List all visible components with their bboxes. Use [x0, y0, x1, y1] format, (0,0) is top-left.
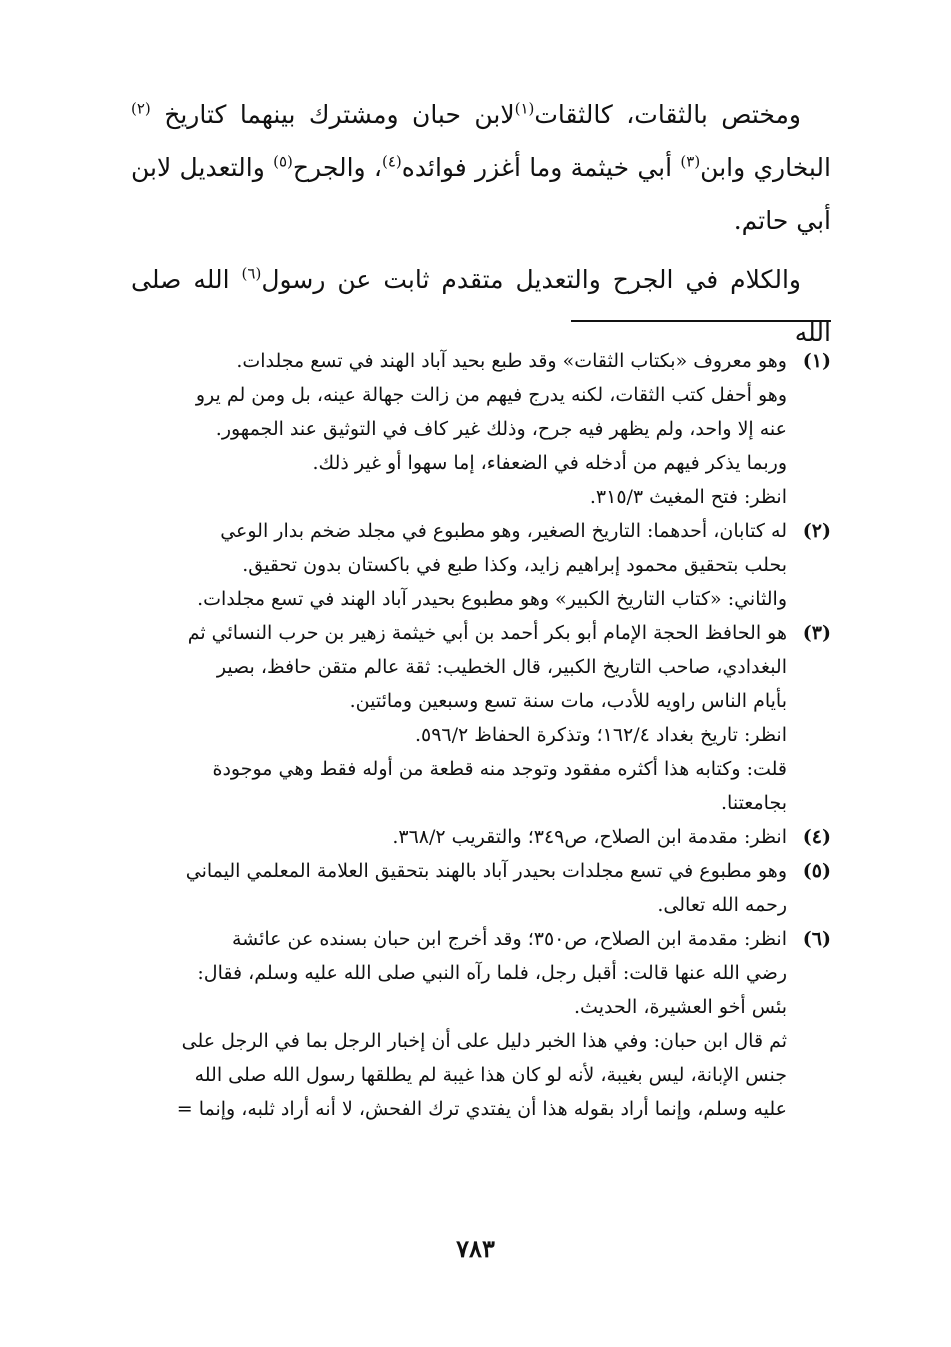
footnote-body	[131, 514, 787, 616]
footnote-line: وربما يذكر فيهم من أدخله في الضعفاء، إما سهوا أو غير ذلك.	[312, 452, 787, 474]
footnote-line: البغدادي، صاحب التاريخ الكبير، قال الخطيب: ثقة عالم متقن حافظ، بصير	[216, 656, 787, 678]
footnote-number: (٣)	[802, 622, 831, 644]
footnote-line: بجامعتنا.	[721, 792, 787, 814]
text-run: والتعديل لابن أبي حاتم.	[131, 153, 831, 235]
footnote-3	[131, 616, 831, 820]
footnote-ref-2: (٢)	[131, 99, 151, 118]
footnote-line: جنس الإبانة، ليس بغيبة، لأنه لو كان هذا غيبة لم يطلقها رسول الله صلى الله	[194, 1064, 787, 1086]
footnote-reference-line: انظر: تاريخ بغداد ١٦٢/٤؛ وتذكرة الحفاظ ٥٩٦/٢.	[414, 724, 787, 746]
footnote-ref-6: (٦)	[241, 264, 262, 283]
footnote-number: (٥)	[802, 860, 831, 882]
footnote-line: قلت: وكتابه هذا أكثره مفقود وتوجد منه قطعة من أوله فقط وهي موجودة	[212, 758, 787, 780]
footnote-reference-line: انظر: مقدمة ابن الصلاح، ص٣٤٩؛ والتقريب ٣٦٨/٢.	[392, 826, 787, 848]
footnote-ref-4: (٤)	[381, 152, 402, 171]
footnote-line: بحلب بتحقيق محمود إبراهيم زايد، وكذا طبع في باكستان بدون تحقيق.	[242, 554, 787, 576]
footnote-line: عليه وسلم، وإنما أراد بقوله هذا أن يفتدي ترك الفحش، لا أنه أراد ثلبه، وإنما =	[176, 1098, 787, 1120]
text-run: لابن حبان ومشترك بينهما كتاريخ	[164, 100, 515, 129]
text-run: البخاري وابن	[700, 153, 831, 182]
main-text	[131, 88, 831, 359]
footnote-line: وهو معروف «بكتاب الثقات» وقد طبع بحيد آباد الهند في تسع مجلدات.	[236, 350, 787, 372]
text-run: أبي خيثمة وما أغزر فوائده	[401, 153, 673, 182]
text-run: الله صلى الله	[131, 265, 831, 347]
footnote-2	[131, 514, 831, 616]
footnote-4	[131, 820, 831, 854]
text-run: ، والجرح	[292, 153, 382, 182]
footnote-number: (٢)	[802, 520, 831, 542]
footnote-line: عنه إلا واحد، ولم يظهر فيه جرح، وذلك غير كاف في التوثيق عند الجمهور.	[215, 418, 787, 440]
footnote-reference-line: انظر: فتح المغيث ٣١٥/٣.	[589, 486, 787, 508]
footnote-number: (٦)	[802, 928, 831, 950]
footnote-body	[131, 344, 787, 514]
footnote-ref-3: (٣)	[680, 152, 701, 171]
footnote-body	[131, 922, 787, 1126]
footnote-line: والثاني: «كتاب التاريخ الكبير» وهو مطبوع بحيدر آباد الهند في تسع مجلدات.	[197, 588, 787, 610]
footnote-line: بأيام الناس راويه للأدب، مات سنة تسع وسبعين ومائتين.	[349, 690, 787, 712]
footnote-line: بئس أخو العشيرة، الحديث.	[574, 996, 787, 1018]
footnote-line: رضي الله عنها قالت: أقبل رجل، فلما رآه النبي صلى الله عليه وسلم، فقال:	[197, 962, 787, 984]
footnote-body	[131, 616, 787, 820]
text-run: والكلام في الجرح والتعديل متقدم ثابت عن رسول	[261, 265, 801, 294]
footnote-line: رحمه الله تعالى.	[657, 894, 787, 916]
footnote-line: ثم قال ابن حبان: وفي هذا الخبر دليل على أن إخبار الرجل بما في الرجل على	[181, 1030, 787, 1052]
footnote-body	[131, 820, 787, 854]
footnote-line: وهو مطبوع في تسع مجلدات بحيدر آباد بالهند بتحقيق العلامة المعلمي اليماني	[185, 860, 787, 882]
footnote-line: وهو أحفل كتب الثقات، لكنه يدرج فيهم من زالت جهالة عينه، بل ومن لم يرو	[195, 384, 787, 406]
footnote-number: (٤)	[802, 826, 831, 848]
text-run: ومختص بالثقات، كالثقات	[534, 100, 802, 129]
footnotes	[131, 344, 831, 1126]
footnote-separator	[571, 320, 831, 322]
footnote-line: هو الحافظ الحجة الإمام أبو بكر أحمد بن أبي خيثمة زهير بن حرب النسائي ثم	[187, 622, 787, 644]
footnote-line: له كتابان، أحدهما: التاريخ الصغير، وهو مطبوع في مجلد ضخم بدار الوعي	[220, 520, 787, 542]
footnote-6	[131, 922, 831, 1126]
page-number: ٧٨٣	[456, 1234, 495, 1263]
footnote-ref-1: (١)	[514, 99, 535, 118]
footnote-number: (١)	[802, 350, 831, 372]
footnote-body	[131, 854, 787, 922]
main-paragraph-1	[131, 88, 831, 247]
footnote-1	[131, 344, 831, 514]
footnote-line: انظر: مقدمة ابن الصلاح، ص٣٥٠؛ وقد أخرج ابن حبان بسنده عن عائشة	[231, 928, 787, 950]
footnote-5	[131, 854, 831, 922]
footnote-ref-5: (٥)	[273, 152, 293, 171]
